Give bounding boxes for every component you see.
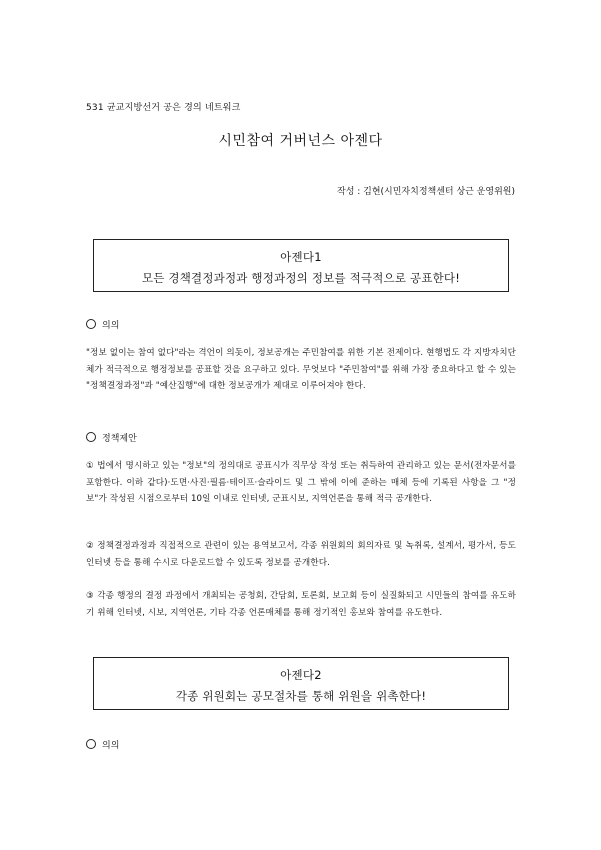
circle-bullet-icon bbox=[86, 739, 96, 749]
agenda1-box bbox=[93, 239, 509, 292]
document-title: 시민참여 거버넌스 아젠다 bbox=[218, 133, 383, 149]
policy-item-3: ③ 각종 행정의 결정 과정에서 개최되는 공청회, 간담회, 토론회, 보고회 등이 실질화되고 시민들의 참여를 유도하기 위해 인터넷, 시보, 지역언론, 기타 각종 언론매체를 통해 정기적인 홍보와 참여를 유도한다. bbox=[86, 591, 516, 618]
author-line: 작성 : 김현(시민자치정책센터 상근 운영위원) bbox=[337, 187, 515, 197]
agenda2-box bbox=[93, 657, 509, 710]
circle-bullet-icon bbox=[86, 432, 96, 442]
circle-bullet-icon bbox=[86, 319, 96, 329]
agenda1-policy-heading-text: 정책제안 bbox=[102, 434, 137, 444]
agenda1-meaning-heading-text: 의의 bbox=[102, 321, 120, 331]
agenda1-meaning-heading bbox=[86, 318, 119, 331]
agenda2-title: 아젠다2 bbox=[280, 668, 322, 682]
agenda1-title: 아젠다1 bbox=[280, 250, 322, 264]
agenda1-subtitle: 모든 경책결정과정과 행정과정의 정보를 적극적으로 공표한다! bbox=[141, 271, 461, 285]
agenda2-meaning-heading bbox=[86, 738, 119, 751]
agenda2-meaning-heading-text: 의의 bbox=[102, 741, 120, 751]
agenda1-meaning-paragraph: "정보 없이는 참여 없다"라는 격언이 의돗이, 정보공개는 주민참여를 위한 기본 전제이다. 현행법도 각 지방자치단체가 적극적으로 행정정보를 공표할 것을 요구하고 있다. 무엇보다 "주민참여"를 위해 가장 중요하다고 할 수 있는 "정책결정과정"과 "예산집행"에 대한 정보공개가 제대로 이루어져야 한다. bbox=[86, 348, 516, 391]
policy-item-1: ① 법에서 명시하고 있는 "정보"의 정의대로 공표시가 직무상 작성 또는 취득하여 관리하고 있는 문서(전자문서를 포함한다. 이하 같다)·도면·사진·필름·테이프·슬라이드 및 그 밖에 이에 준하는 매체 등에 기록된 사항을 그 "정보"가 작성된 시점으로부터 10일 이내로 인터넷, 군표시보, 지역언론을 통해 적극 공개한다. bbox=[86, 461, 516, 504]
header-network-line: 531 균교지방선거 공은 경의 네트워크 bbox=[86, 103, 241, 113]
agenda2-subtitle: 각종 위원회는 공모절차를 통해 위원을 위촉한다! bbox=[175, 689, 427, 703]
policy-item-2: ② 정책결정과정과 직접적으로 관련이 있는 용역보고서, 각종 위원회의 회의자료 및 녹취록, 설계서, 평가서, 등도 인터넷 등을 통해 수시로 다운로드할 수 있도록 정보를 공개한다. bbox=[86, 541, 516, 568]
agenda1-policy-heading bbox=[86, 431, 137, 444]
